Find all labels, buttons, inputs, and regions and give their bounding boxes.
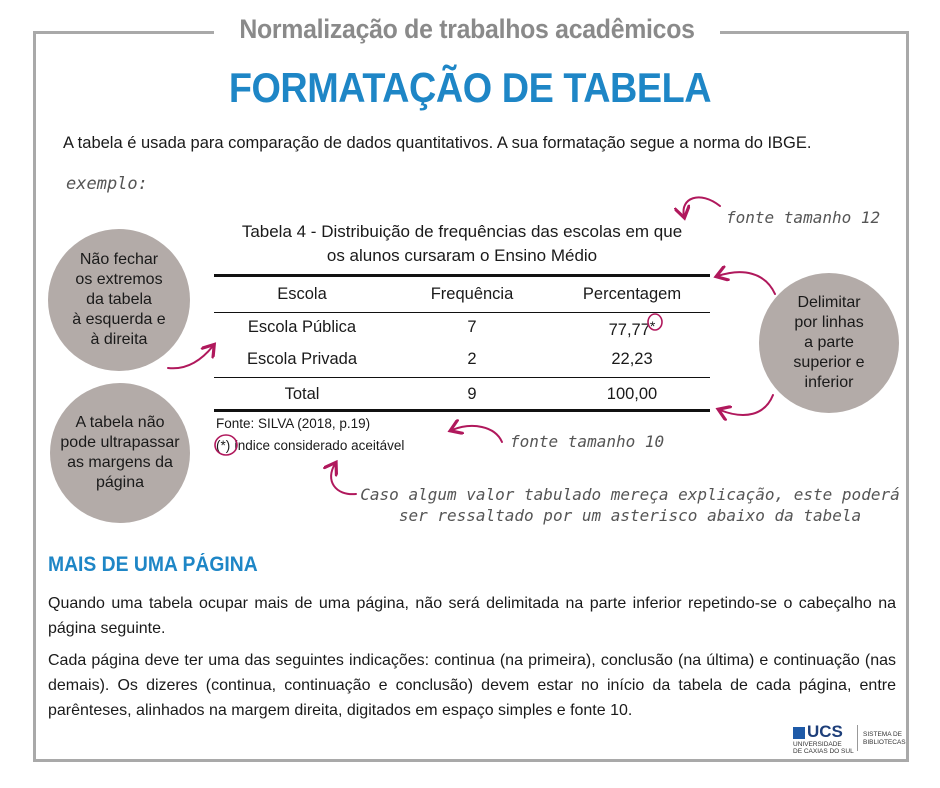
arrow-font10 — [452, 426, 502, 442]
circle-line: à direita — [90, 331, 148, 348]
circle-line: a parte — [804, 334, 854, 351]
arrow-delimit-bottom — [720, 395, 773, 415]
table-cell: 22,23 — [611, 350, 653, 368]
table-cell-value: 77,77 — [608, 321, 650, 339]
circle-line: superior e — [793, 354, 865, 371]
asterisk-note-line: Caso algum valor tabulado mereça explicação, este poderá — [360, 485, 900, 504]
footnote-marker: (*) — [216, 438, 231, 453]
table-asterisk: * — [649, 318, 656, 334]
table-cell: 7 — [467, 318, 477, 336]
logo-line: DE CAXIAS DO SUL — [793, 748, 854, 755]
arrow-delimit-top — [718, 272, 775, 294]
circle-line: página — [95, 474, 145, 491]
footnote-text: índice considerado aceitável — [230, 438, 405, 453]
table-total-cell: 100,00 — [606, 385, 658, 403]
table-header-cell: Percentagem — [582, 285, 682, 303]
arrow-font12 — [683, 197, 720, 216]
table-cell: 2 — [467, 350, 477, 368]
table-cell: Escola Pública — [247, 318, 357, 336]
table-header-cell: Escola — [277, 285, 327, 303]
circle-line: da tabela — [86, 291, 152, 308]
table-total-cell: 9 — [467, 385, 477, 403]
circle-line: por linhas — [794, 314, 864, 331]
table-caption-line2: os alunos cursaram o Ensino Médio — [326, 246, 598, 265]
circle-line: pode ultrapassar — [60, 434, 180, 451]
arrow-borders — [168, 346, 213, 368]
logo-line: BIBLIOTECAS — [863, 739, 906, 746]
section-title: MAIS DE UMA PÁGINA — [48, 553, 258, 576]
logo-line: UNIVERSIDADE — [793, 741, 842, 748]
font-size-12-note: fonte tamanho 12 — [726, 208, 881, 227]
asterisk-circle — [648, 314, 662, 330]
page-title: FORMATAÇÃO DE TABELA — [228, 64, 712, 111]
table-header-cell: Frequência — [430, 285, 514, 303]
table-source: Fonte: SILVA (2018, p.19) — [216, 416, 371, 431]
logo-name: UCS — [807, 722, 843, 741]
section-paragraph-2: Cada página deve ter uma das seguintes indicações: continua (na primeira), conclusão (na última) e continuação (nas demais). Os dizeres (continua, continuação e conclusão) devem estar no início da tabela de cada página, entre parênteses, alinhados na margem direita, digitados em espaço simples e fonte 10. — [48, 652, 896, 719]
logo-mark — [793, 727, 805, 739]
circle-line: Não fechar — [79, 251, 159, 268]
arrow-asterisk-note — [331, 464, 356, 494]
circle-line: à esquerda e — [72, 311, 166, 328]
logo-line: SISTEMA DE — [863, 731, 903, 738]
table-caption-line1: Tabela 4 - Distribuição de frequências das escolas em que — [241, 222, 683, 241]
table-total-cell: Total — [284, 385, 320, 403]
circle-line: inferior — [804, 374, 854, 391]
circle-line: as margens da — [67, 454, 173, 471]
circle-line: Delimitar — [797, 294, 861, 311]
section-paragraph-1: Quando uma tabela ocupar mais de uma página, não será delimitada na parte inferior repetindo-se o cabeçalho na página seguinte. — [48, 595, 896, 637]
asterisk-note-line: ser ressaltado por um asterisco abaixo da tabela — [398, 506, 862, 525]
circle-line: os extremos — [75, 271, 163, 288]
logo-university — [793, 741, 854, 755]
ucs-logo — [793, 723, 911, 755]
footnote-marker-circle — [215, 435, 237, 455]
example-label: exemplo: — [66, 174, 148, 194]
table-cell: Escola Privada — [246, 350, 358, 368]
page-subtitle: Normalização de trabalhos acadêmicos — [239, 14, 695, 44]
intro-text: A tabela é usada para comparação de dados quantitativos. A sua formatação segue a norma do IBGE. — [63, 134, 812, 152]
logo-library — [863, 731, 906, 747]
circle-line: A tabela não — [75, 414, 165, 431]
font-size-10-note: fonte tamanho 10 — [510, 432, 665, 451]
logo-divider — [857, 725, 858, 751]
